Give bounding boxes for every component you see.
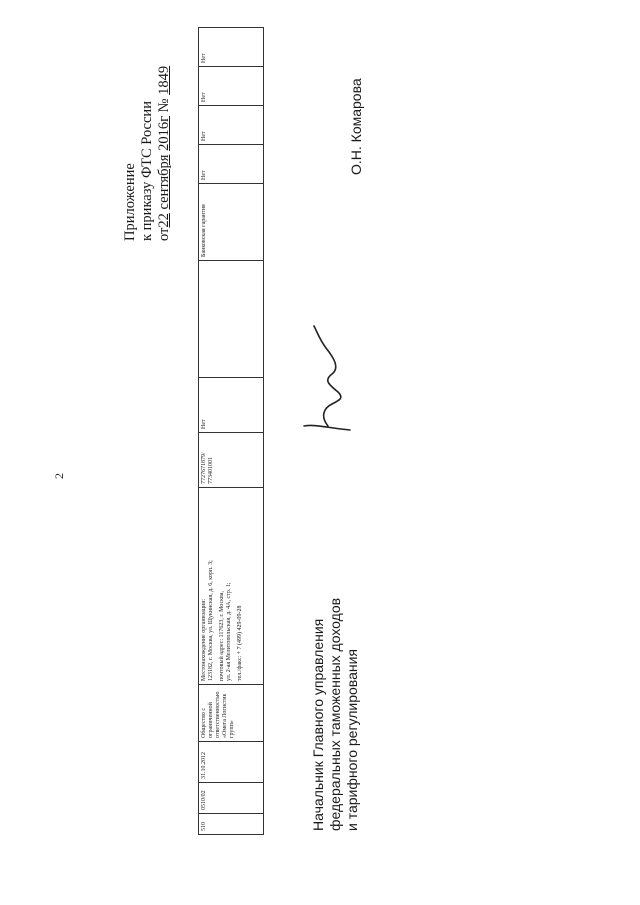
chief-title-line: федеральных таможенных доходов bbox=[327, 597, 343, 831]
chief-title-line: и тарифного регулирования bbox=[344, 648, 360, 831]
chief-title-line: Начальник Главного управления bbox=[310, 618, 326, 831]
rotated-landscape-content bbox=[40, 13, 600, 893]
page-number: 2 bbox=[52, 472, 66, 479]
address-line: Местонахождение организации: bbox=[201, 598, 207, 681]
address-line: тел./факс: + 7 (499) 429-09-28 bbox=[237, 605, 243, 681]
order-number: 1849 bbox=[156, 65, 172, 95]
signatory-name: О.Н. Комарова bbox=[348, 77, 364, 175]
appendix-order-ref: к приказу ФТС России bbox=[139, 100, 155, 241]
cell-date: 31.10.2012 bbox=[199, 741, 264, 782]
cell-col7: Нет bbox=[199, 377, 264, 432]
cell-org-name: Общество с ограниченной ответственностью «Омега Логистик групп» bbox=[199, 684, 264, 741]
appendix-header bbox=[122, 65, 173, 240]
cell-index: 510 bbox=[199, 813, 264, 834]
date-prefix: от bbox=[156, 227, 172, 241]
cell-address bbox=[199, 487, 264, 684]
cell-col10: Нет bbox=[199, 144, 264, 183]
address-line: ул. 2-ая Мелитопольская, д. 4А, стр. 1; bbox=[226, 581, 232, 681]
appendix-title: Приложение bbox=[122, 162, 138, 241]
address-line: почтовый адрес: 117623, г. Москва, bbox=[219, 590, 225, 681]
cell-col12: Нет bbox=[199, 66, 264, 105]
table-row bbox=[199, 27, 264, 834]
cell-col13: Нет bbox=[199, 27, 264, 66]
appendix-order-date bbox=[156, 65, 173, 240]
cell-reg-number: 0510/02 bbox=[199, 782, 264, 813]
order-month: сентября bbox=[156, 154, 172, 209]
register-table bbox=[198, 27, 264, 835]
address-line: 123182, г. Москва, ул. Щукинская, д. 6, корп. 3; bbox=[208, 559, 214, 681]
order-day: 22 bbox=[156, 212, 172, 228]
cell-col11: Нет bbox=[199, 105, 264, 144]
number-sign: № bbox=[156, 98, 172, 112]
handwritten-signature bbox=[298, 318, 358, 438]
chief-title-block bbox=[310, 597, 361, 830]
cell-guarantee: Банковская гарантия bbox=[199, 183, 264, 260]
order-year: 2016г bbox=[156, 115, 172, 151]
cell-col8 bbox=[199, 260, 264, 377]
cell-inn-kpp: 7727671879/ 773401001 bbox=[199, 432, 264, 487]
